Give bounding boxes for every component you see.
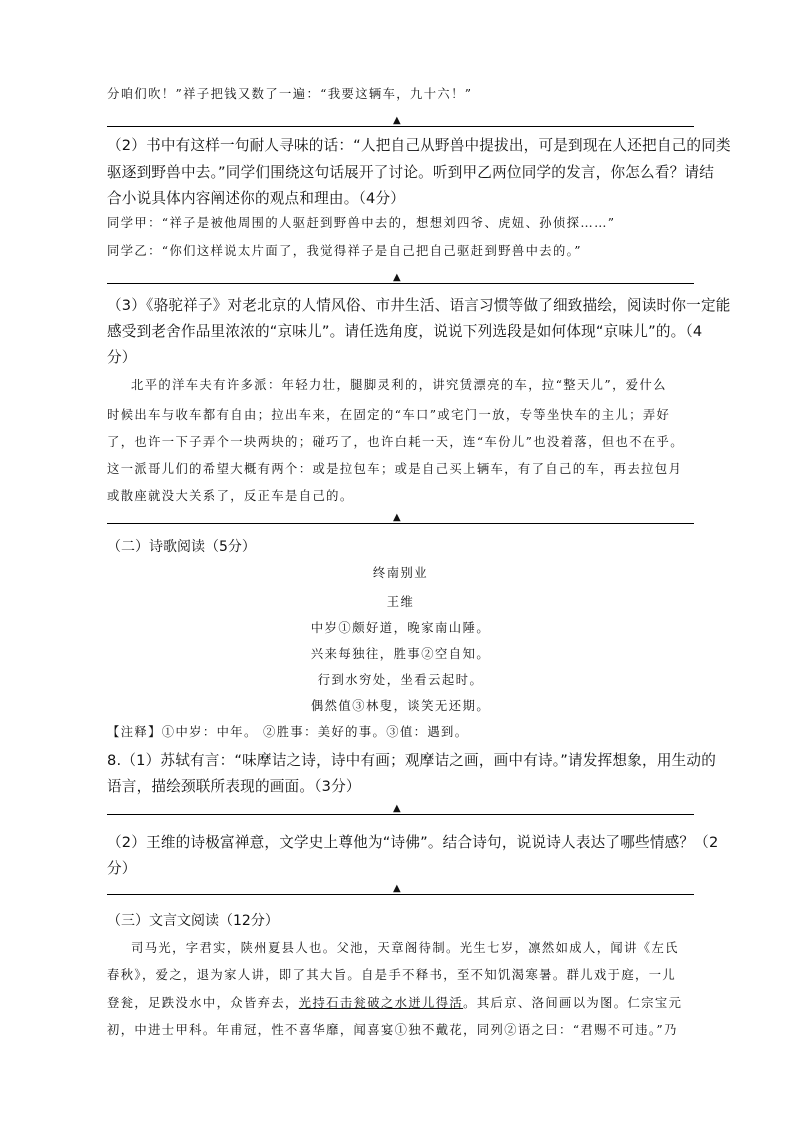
q2-line-2: 驱逐到野兽中去。”同学们围绕这句话展开了讨论。听到甲乙两位同学的发言，你怎么看？请结 <box>107 164 715 181</box>
classical-section-title: （三）文言文阅读（12分） <box>107 913 279 929</box>
poetry-section-title: （二）诗歌阅读（5分） <box>107 539 256 555</box>
answer-line <box>107 283 694 284</box>
q8-1-line-1: 8.（1）苏轼有言：“味摩诘之诗，诗中有画；观摩诘之画，画中有诗。”请发挥想象，用生动的 <box>107 752 716 769</box>
q8-2-line-1: （2）王维的诗极富禅意，文学史上尊他为“诗佛”。结合诗句，说说诗人表达了哪些情感？（2 <box>107 834 719 851</box>
q1-answer-tail: 分咱们吹！”祥子把钱又数了一遍：“我要这辆车，九十六！” <box>107 87 473 101</box>
answer-marker: ▲ <box>393 115 401 126</box>
q8-1-line-2: 语言，描绘颈联所表现的画面。（3分） <box>107 778 361 795</box>
q3-passage-line-5: 或散座就没大关系了，反正车是自己的。 <box>107 489 354 503</box>
q8-2-line-2: 分） <box>107 860 137 877</box>
poem-verse-2: 兴来每独往，胜事②空自知。 <box>310 647 491 661</box>
classical-line-3-start: 登瓮，足跌没水中，众皆弃去， <box>107 996 299 1010</box>
underlined-sentence: 光持石击瓮破之水迸儿得活 <box>298 996 464 1010</box>
q3-passage-line-3: 了，也许一下子弄个一块两块的；碰巧了，也许白耗一天，连“车份儿”也没着落，但也不在乎。 <box>107 435 684 449</box>
answer-line <box>107 523 694 524</box>
classical-line-3 <box>107 993 682 1011</box>
answer-line <box>107 126 694 127</box>
q2-line-3: 合小说具体内容阐述你的观点和理由。（4分） <box>107 190 406 207</box>
answer-line <box>107 814 694 815</box>
q3-passage-line-1: 北平的洋车夫有许多派：年轻力壮，腿脚灵利的，讲究赁漂亮的车，拉“整天儿”，爱什么 <box>131 378 667 392</box>
poem-author: 王维 <box>386 595 415 609</box>
q2-student-b: 同学乙：“你们这样说太片面了，我觉得祥子是自己把自己驱赶到野兽中去的。” <box>107 244 582 258</box>
poem-verse-4: 偶然值③林叟，谈笑无还期。 <box>310 699 491 713</box>
q3-passage-line-4: 这一派哥儿们的希望大概有两个：或是拉包车；或是自己买上辆车，有了自己的车，再去拉包月 <box>107 462 683 476</box>
poem-notes: 【注释】①中岁：中年。 ②胜事：美好的事。③值：遇到。 <box>107 725 469 739</box>
q3-line-2: 感受到老舍作品里浓浓的“京味儿”。请任选角度，说说下列选段是如何体现“京味儿”的。（4 <box>107 323 703 340</box>
classical-line-2: 春秋》，爱之，退为家人讲，即了其大旨。自是手不释书，至不知饥渴寒暑。群儿戏于庭，一儿 <box>107 968 677 982</box>
q3-line-3: 分） <box>107 349 137 366</box>
q2-student-a: 同学甲：“祥子是被他周围的人驱赶到野兽中去的，想想刘四爷、虎妞、孙侦探……” <box>107 216 616 230</box>
answer-marker: ▲ <box>393 272 401 283</box>
answer-marker: ▲ <box>393 512 401 523</box>
answer-marker: ▲ <box>393 803 401 814</box>
poem-verse-1: 中岁①颇好道，晚家南山陲。 <box>310 621 491 635</box>
poem-verse-3: 行到水穷处，坐看云起时。 <box>317 673 484 687</box>
q3-passage-line-2: 时候出车与收车都有自由；拉出车来，在固定的“车口”或宅门一放，专等坐快车的主儿；弄好 <box>107 408 671 422</box>
classical-line-1: 司马光，字君实，陕州夏县人也。父池，天章阁待制。光生七岁，凛然如成人，闻讲《左氏 <box>131 941 679 955</box>
q2-line-1: （2）书中有这样一句耐人寻味的话：“人把自己从野兽中提拔出，可是到现在人还把自己的同类 <box>107 137 731 154</box>
answer-line <box>107 894 694 895</box>
classical-line-3-end: 。其后京、洛间画以为图。仁宗宝元 <box>463 996 683 1010</box>
poem-title: 终南别业 <box>372 566 429 580</box>
q3-line-1: （3）《骆驼祥子》对老北京的人情风俗、市井生活、语言习惯等做了细致描绘，阅读时你一定能 <box>107 297 731 314</box>
classical-line-4: 初，中进士甲科。年甫冠，性不喜华靡，闻喜宴①独不戴花，同列②语之曰：“君赐不可违。”乃 <box>107 1023 678 1037</box>
answer-marker: ▲ <box>393 883 401 894</box>
